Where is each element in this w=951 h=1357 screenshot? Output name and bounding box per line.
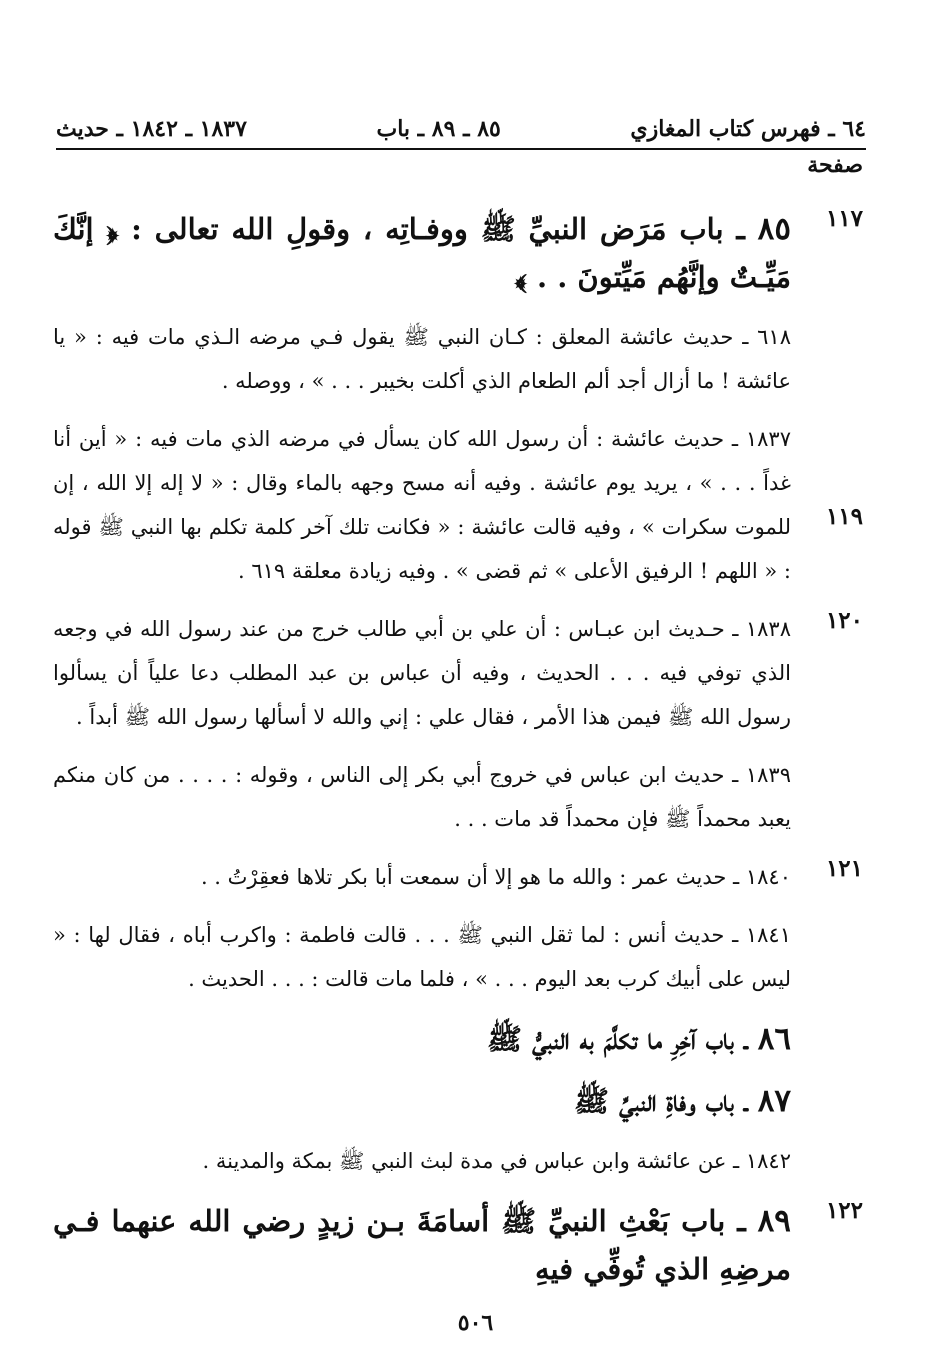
index-content: [53, 205, 863, 1307]
bab-85: [53, 205, 863, 301]
hadith-1837: [53, 417, 863, 593]
running-header: [56, 112, 866, 150]
page-ref: ١٢٢: [825, 1197, 863, 1224]
page-ref: ١٢١: [825, 855, 863, 882]
header-center: ٨٥ ـ ٨٩ ـ باب: [376, 116, 501, 142]
hadith-text: ١٨٣٨ ـ حـديث ابن عبـاس : أن علي بن أبي طالب خرج من عند رسول الله في وجعه الذي توفي فيه . . . الحديث ، وفيه أن عباس بن عبد المطلب دعا علياً أن يسألوا رسول الله ﷺ فيمن هذا الأمر ، فقال علي : إني والله لا أسألها رسول الله ﷺ أبداً .: [53, 617, 791, 729]
hadith-text: ١٨٤٢ ـ عن عائشة وابن عباس في مدة لبث النبي ﷺ بمكة والمدينة .: [202, 1149, 791, 1173]
page-ref: ١١٩: [825, 503, 863, 530]
header-left: ١٨٣٧ ـ ١٨٤٢ ـ حديث: [56, 116, 247, 142]
header-right: ٦٤ ـ فهرس كتاب المغازي: [630, 116, 866, 142]
hadith-text: ١٨٣٧ ـ حديث عائشة : أن رسول الله كان يسأل في مرضه الذي مات فيه : « أين أنا غداً . . . » ، يريد يوم عائشة . وفيه أنه مسح وجهه بالماء وقال : « لا إله إلا الله ، إن للموت سكرات » ، وفيه قالت عائشة : « فكانت تلك آخر كلمة تكلم بها النبي ﷺ قوله : « اللهم ! الرفيق الأعلى » ثم قضى » . وفيه زيادة معلقة ٦١٩ .: [53, 427, 791, 583]
hadith-1842: [53, 1139, 863, 1183]
bab-number: ٨٦: [757, 1021, 791, 1057]
page-ref: ١١٧: [825, 205, 863, 232]
bab-keyword: ـ باب: [705, 1084, 748, 1118]
hadith-1840: [53, 855, 863, 899]
bab-number: ٨٥: [757, 211, 791, 247]
bab-86: [53, 1015, 863, 1063]
page-ref: ١٢٠: [825, 607, 863, 634]
bab-title: مَرَض النبيِّ ﷺ ووفـاتِه ، وقولِ الله تعالى : ﴿ إنَّكَ مَيِّـتٌ وإنَّهُم مَيِّتونَ . . ﴾: [53, 212, 791, 294]
hadith-text: ١٨٣٩ ـ حديث ابن عباس في خروج أبي بكر إلى الناس ، وقوله : . . . . من كان منكم يعبد محمداً ﷺ فإن محمداً قد مات . . .: [53, 763, 791, 831]
hadith-text: ١٨٤١ ـ حديث أنس : لما ثقل النبي ﷺ . . . قالت فاطمة : واكرب أباه ، فقال لها : « ليس على أبيك كرب بعد اليوم . . . » ، فلما مات قالت : . . . الحديث .: [53, 923, 791, 991]
hadith-618: [53, 315, 863, 403]
bab-title: وفاةِ النبيِّ ﷺ: [574, 1084, 696, 1118]
bab-keyword: ـ باب: [705, 1022, 748, 1056]
bab-89: [53, 1197, 863, 1293]
bab-title: آخِرِ ما تكلَّمَ به النبيُّ ﷺ: [486, 1022, 696, 1056]
hadith-1841: [53, 913, 863, 1001]
hadith-text: ٦١٨ ـ حديث عائشة المعلق : كـان النبي ﷺ يقول فـي مرضه الـذي مات فيه : « يا عائشة ! ما أزال أجد ألم الطعام الذي أكلت بخيبر . . . » ، ووصله .: [53, 325, 791, 393]
hadith-1838: [53, 607, 863, 739]
hadith-text: ١٨٤٠ ـ حديث عمر : والله ما هو إلا أن سمعت أبا بكر تلاها فعقِرْتُ . .: [200, 865, 791, 889]
bab-87: [53, 1077, 863, 1125]
bab-number: ٨٧: [757, 1083, 791, 1119]
page-number: ٥٠٦: [457, 1310, 494, 1336]
bab-keyword: ـ باب: [681, 1204, 746, 1238]
hadith-1839: [53, 753, 863, 841]
bab-number: ٨٩: [757, 1203, 791, 1239]
page-column-label: صفحة: [807, 152, 863, 178]
bab-title: بَعْثِ النبيِّ ﷺ أسامَةَ بـن زيدٍ رضي الله عنهما فـي مرضِهِ الذي تُوفِّي فيهِ: [53, 1204, 791, 1286]
bab-keyword: ـ باب: [679, 212, 745, 246]
